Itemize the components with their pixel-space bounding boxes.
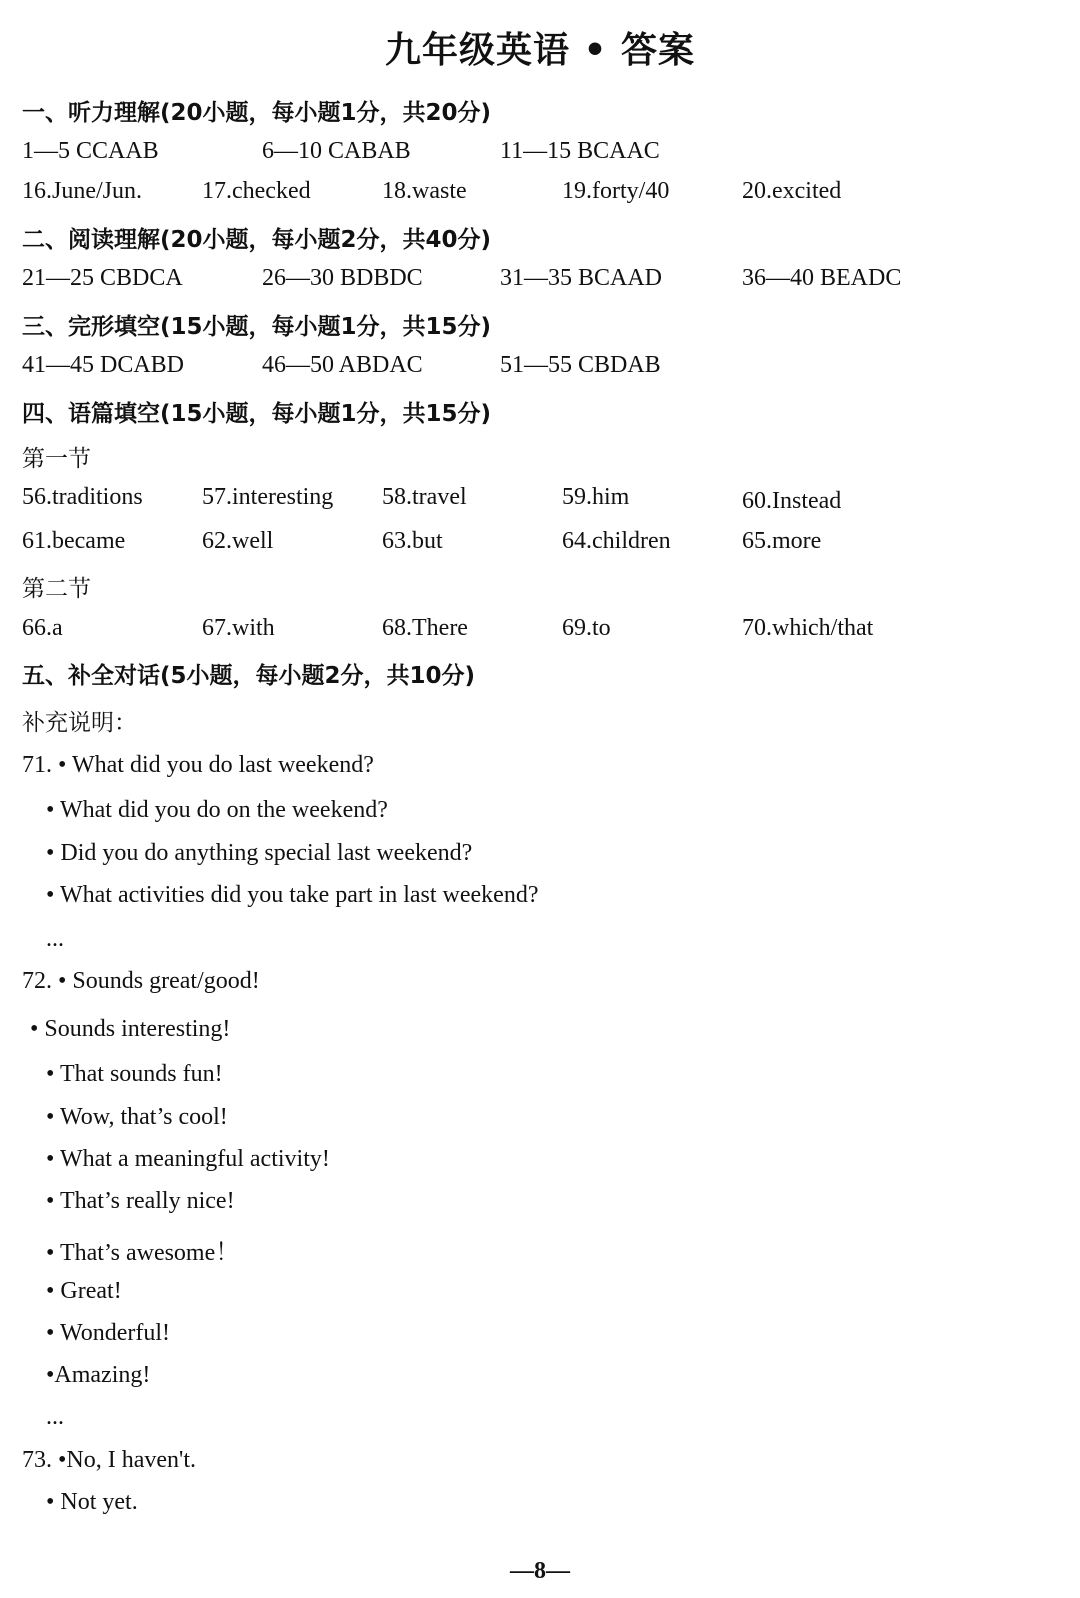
answer-item: 61.became	[22, 528, 126, 554]
answer-option: • Wow, that’s cool!	[46, 1104, 228, 1130]
answer-option: • What activities did you take part in last weekend?	[46, 882, 539, 908]
answer-item: 62.well	[202, 528, 274, 554]
answer-item: 63.but	[382, 528, 443, 554]
answer-item: 18.waste	[382, 178, 467, 204]
answer-option: • Great!	[46, 1278, 122, 1304]
answer-item: 68.There	[382, 615, 468, 641]
answer-row	[0, 528, 1080, 560]
answer-item: 36—40 BEADC	[742, 265, 902, 291]
answer-option: • That’s awesome！	[46, 1240, 240, 1266]
answer-item: 6—10 CABAB	[262, 138, 411, 164]
answer-item: 21—25 CBDCA	[22, 265, 183, 291]
ellipsis: ...	[46, 1404, 64, 1430]
answer-item: 59.him	[562, 484, 630, 510]
answer-row	[0, 352, 1080, 384]
answer-option: • Not yet.	[46, 1489, 138, 1515]
section-heading-dialogue: 五、补全对话(5小题，每小题2分，共10分)	[22, 663, 476, 689]
part-label-1: 第一节	[22, 446, 91, 472]
page-title: 九年级英语 • 答案	[384, 30, 696, 71]
answer-item: 69.to	[562, 615, 611, 641]
answer-option: • What did you do on the weekend?	[46, 797, 388, 823]
section-heading-passage: 四、语篇填空(15小题，每小题1分，共15分)	[22, 401, 492, 427]
answer-row	[0, 178, 1080, 210]
question-72: 72. • Sounds great/good!	[22, 968, 260, 994]
answer-item: 41—45 DCABD	[22, 352, 185, 378]
answer-option: • What a meaningful activity!	[46, 1146, 330, 1172]
answer-item: 17.checked	[202, 178, 311, 204]
section-heading-listening: 一、听力理解(20小题，每小题1分，共20分)	[22, 100, 492, 126]
answer-option: • Did you do anything special last weekend?	[46, 840, 473, 866]
answer-row	[0, 615, 1080, 647]
answer-item: 19.forty/40	[562, 178, 670, 204]
answer-row	[0, 265, 1080, 297]
answer-item: 31—35 BCAAD	[500, 265, 663, 291]
answer-item: 70.which/that	[742, 615, 874, 641]
question-73: 73. •No, I haven't.	[22, 1447, 197, 1473]
answer-item: 60.Instead	[742, 488, 842, 514]
question-71: 71. • What did you do last weekend?	[22, 752, 374, 778]
answer-item: 58.travel	[382, 484, 467, 510]
answer-item: 46—50 ABDAC	[262, 352, 423, 378]
answer-item: 66.a	[22, 615, 63, 641]
answer-row	[0, 484, 1080, 516]
answer-option: • Sounds interesting!	[30, 1016, 231, 1042]
answer-item: 65.more	[742, 528, 822, 554]
section-heading-cloze: 三、完形填空(15小题，每小题1分，共15分)	[22, 314, 492, 340]
answer-item: 56.traditions	[22, 484, 143, 510]
answer-item: 1—5 CCAAB	[22, 138, 159, 164]
answer-option: • That’s really nice!	[46, 1188, 235, 1214]
answer-item: 64.children	[562, 528, 671, 554]
answer-item: 57.interesting	[202, 484, 334, 510]
page-number: —8—	[510, 1558, 570, 1584]
answer-option: •Amazing!	[46, 1362, 151, 1388]
answer-item: 67.with	[202, 615, 275, 641]
ellipsis: ...	[46, 926, 64, 952]
answer-item: 51—55 CBDAB	[500, 352, 661, 378]
answer-row	[0, 138, 1080, 170]
answer-item: 11—15 BCAAC	[500, 138, 660, 164]
answer-option: • That sounds fun!	[46, 1061, 223, 1087]
answer-item: 16.June/Jun.	[22, 178, 142, 204]
answer-item: 20.excited	[742, 178, 842, 204]
answer-option: • Wonderful!	[46, 1320, 170, 1346]
note-label: 补充说明：	[22, 710, 137, 736]
answer-item: 26—30 BDBDC	[262, 265, 423, 291]
part-label-2: 第二节	[22, 576, 91, 602]
section-heading-reading: 二、阅读理解(20小题，每小题2分，共40分)	[22, 227, 492, 253]
